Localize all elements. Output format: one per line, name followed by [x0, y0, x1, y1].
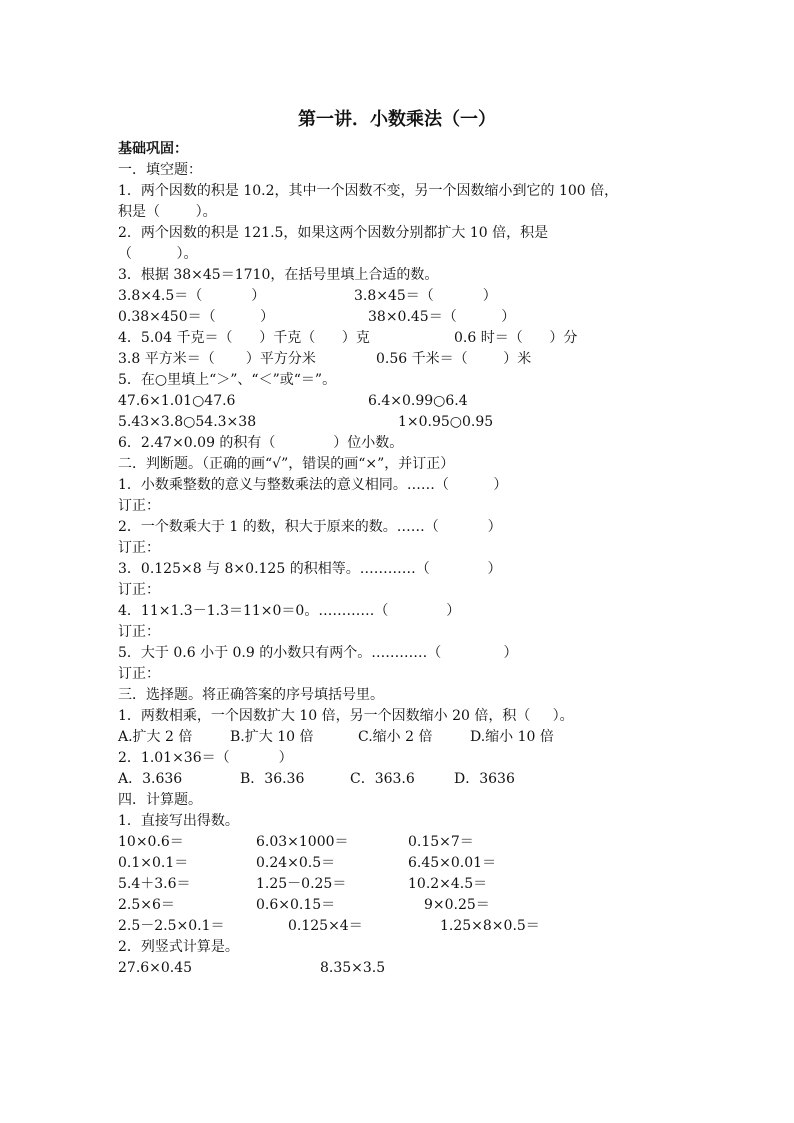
- section-calc: 四．计算题。: [118, 792, 202, 808]
- choice-q2-option-d: D．3636: [454, 771, 515, 787]
- fill-q3-item-c: 0.38×450＝（ ）: [118, 309, 275, 325]
- fill-q4-item-b: 0.6 时＝（ ）分: [454, 330, 578, 346]
- calc-item: 9×0.25＝: [424, 897, 490, 913]
- choice-q2-option-b: B．36.36: [240, 771, 305, 787]
- fill-q1-line1: 1．两个因数的积是 10.2，其中一个因数不变，另一个因数缩小到它的 100 倍，: [118, 183, 619, 199]
- fill-q4-item-a: 4．5.04 千克＝（ ）千克（ ）克: [118, 330, 370, 346]
- section-fill: 一．填空题：: [118, 162, 202, 178]
- page-title: 第一讲．小数乘法（一）: [298, 109, 496, 130]
- section-basic: 基础巩固：: [118, 141, 188, 157]
- judge-q2: 2．一个数乘大于 1 的数，积大于原来的数。……（ ）: [118, 519, 502, 535]
- calc-item: 1.25－0.25＝: [256, 876, 347, 892]
- calc-item: 6.03×1000＝: [256, 834, 349, 850]
- choice-q1: 1．两数相乘，一个因数扩大 10 倍，另一个因数缩小 20 倍，积（ ）。: [118, 708, 574, 724]
- fill-q2-line1: 2．两个因数的积是 121.5，如果这两个因数分别都扩大 10 倍，积是: [118, 225, 549, 241]
- judge-q3: 3．0.125×8 与 8×0.125 的积相等。…………（ ）: [118, 561, 502, 577]
- calc-item: 0.125×4＝: [288, 918, 363, 934]
- choice-q1-option-b: B.扩大 10 倍: [230, 729, 314, 745]
- choice-q2-option-c: C．363.6: [350, 771, 415, 787]
- judge-q3-fix: 订正：: [118, 582, 160, 598]
- fill-q5: 5．在○里填上“＞”、“＜”或“＝”。: [118, 372, 337, 388]
- section-judge: 二．判断题。（正确的画“√”，错误的画“×”，并订正）: [118, 456, 455, 472]
- fill-q4-item-d: 0.56 千米＝（ ）米: [376, 351, 532, 367]
- calc-item: 6.45×0.01＝: [408, 855, 497, 871]
- judge-q1-fix: 订正：: [118, 498, 160, 514]
- fill-q3: 3．根据 38×45＝1710，在括号里填上合适的数。: [118, 267, 439, 283]
- judge-q5: 5．大于 0.6 小于 0.9 的小数只有两个。…………（ ）: [118, 645, 518, 661]
- fill-q5-item-a: 47.6×1.01○47.6: [118, 393, 236, 409]
- calc-item: 2.5×6＝: [118, 897, 175, 913]
- judge-q1: 1．小数乘整数的意义与整数乘法的意义相同。……（ ）: [118, 477, 508, 493]
- fill-q3-item-a: 3.8×4.5＝（ ）: [118, 288, 266, 304]
- fill-q5-item-d: 1×0.95○0.95: [398, 414, 494, 430]
- fill-q1-line2: 积是（ ）。: [118, 204, 217, 220]
- choice-q2-option-a: A．3.636: [118, 771, 183, 787]
- fill-q6: 6．2.47×0.09 的积有（ ）位小数。: [118, 435, 404, 451]
- vertical-item-1: 27.6×0.45: [118, 960, 193, 976]
- fill-q2-line2: （ ）。: [118, 246, 198, 262]
- judge-q4-fix: 订正：: [118, 624, 160, 640]
- calc-q1: 1．直接写出得数。: [118, 813, 239, 829]
- vertical-item-2: 8.35×3.5: [320, 960, 386, 976]
- choice-q1-option-c: C.缩小 2 倍: [358, 729, 433, 745]
- fill-q5-item-b: 6.4×0.99○6.4: [368, 393, 468, 409]
- fill-q5-item-c: 5.43×3.8○54.3×38: [118, 414, 257, 430]
- calc-q2: 2．列竖式计算是。: [118, 939, 239, 955]
- calc-item: 2.5－2.5×0.1＝: [118, 918, 225, 934]
- judge-q5-fix: 订正：: [118, 666, 160, 682]
- calc-item: 0.24×0.5＝: [256, 855, 336, 871]
- calc-item: 1.25×8×0.5＝: [440, 918, 540, 934]
- calc-item: 10×0.6＝: [118, 834, 184, 850]
- calc-item: 0.6×0.15＝: [256, 897, 336, 913]
- judge-q4: 4．11×1.3－1.3＝11×0＝0。…………（ ）: [118, 603, 461, 619]
- calc-item: 0.1×0.1＝: [118, 855, 189, 871]
- choice-q1-option-a: A.扩大 2 倍: [118, 729, 193, 745]
- calc-item: 10.2×4.5＝: [408, 876, 488, 892]
- fill-q3-item-d: 38×0.45＝（ ）: [368, 309, 516, 325]
- calc-item: 0.15×7＝: [408, 834, 474, 850]
- fill-q3-item-b: 3.8×45＝（ ）: [354, 288, 497, 304]
- choice-q1-option-d: D.缩小 10 倍: [470, 729, 554, 745]
- judge-q2-fix: 订正：: [118, 540, 160, 556]
- choice-q2: 2．1.01×36＝（ ）: [118, 750, 293, 766]
- calc-item: 5.4＋3.6＝: [118, 876, 191, 892]
- section-choice: 三．选择题。将正确答案的序号填括号里。: [118, 687, 384, 703]
- fill-q4-item-c: 3.8 平方米＝（ ）平方分米: [118, 351, 316, 367]
